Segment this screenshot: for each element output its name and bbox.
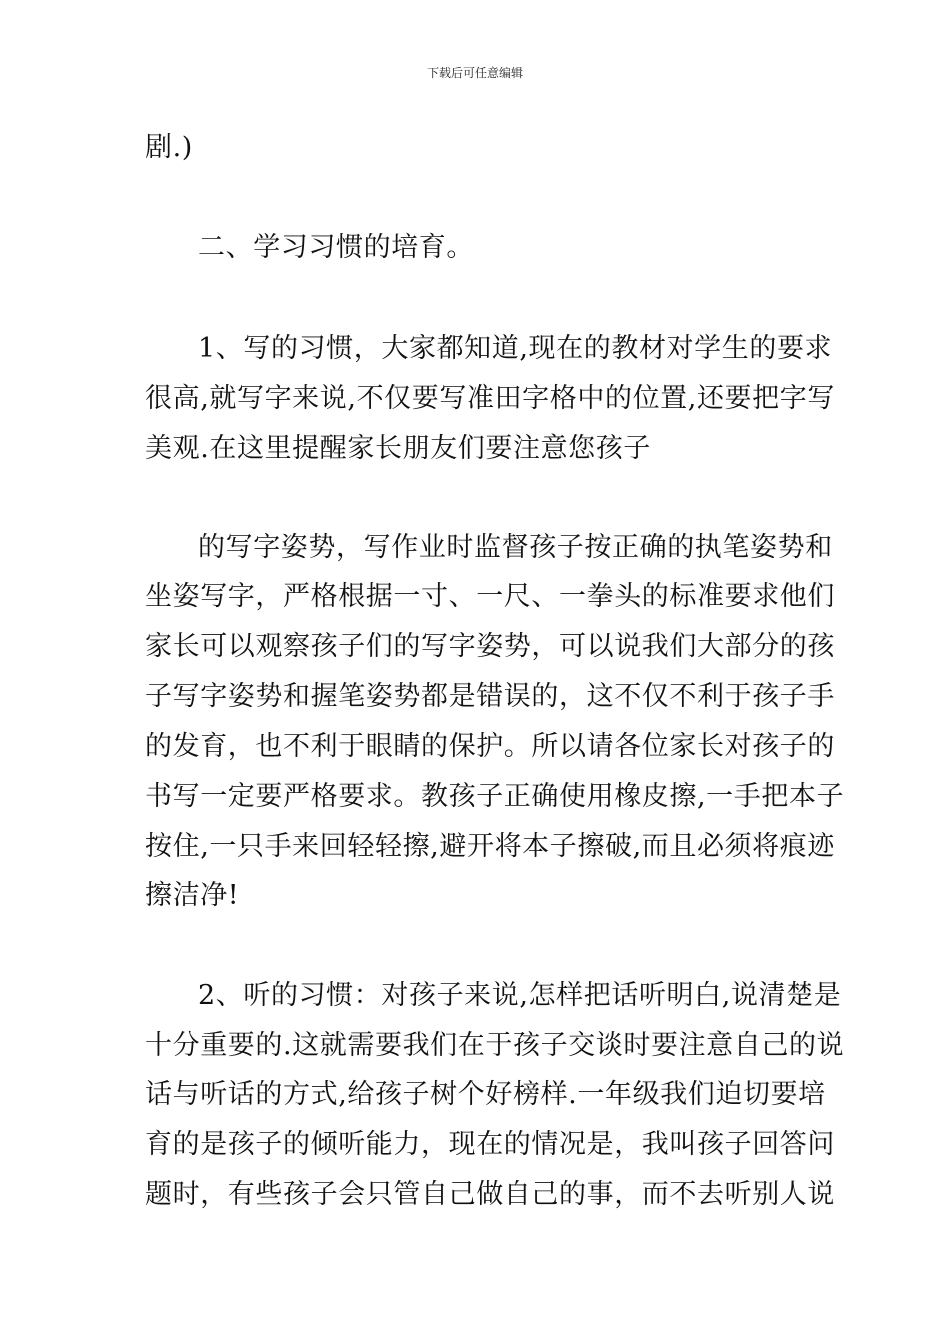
text-line: 书写一定要严格要求。教孩子正确使用橡皮擦,一手把本子 bbox=[145, 781, 845, 812]
text-line: 的发育，也不利于眼睛的保护。所以请各位家长对孩子的 bbox=[145, 731, 835, 762]
text-line: 剧.) bbox=[145, 132, 193, 163]
text-line: 育的是孩子的倾听能力，现在的情况是，我叫孩子回答问 bbox=[145, 1129, 835, 1160]
text-line: 擦洁净! bbox=[145, 880, 240, 911]
text-line: 的写字姿势，写作业时监督孩子按正确的执笔姿势和 bbox=[198, 532, 833, 563]
text-line: 家长可以观察孩子们的写字姿势，可以说我们大部分的孩 bbox=[145, 631, 835, 662]
text-line: 很高,就写字来说,不仅要写准田字格中的位置,还要把字写 bbox=[145, 383, 835, 414]
text-line: 美观.在这里提醒家长朋友们要注意您孩子 bbox=[145, 433, 651, 464]
page-header: 下载后可任意编辑 bbox=[426, 66, 523, 80]
text-line: 题时，有些孩子会只管自己做自己的事，而不去听别人说 bbox=[145, 1179, 835, 1210]
text-line: 十分重要的.这就需要我们在于孩子交谈时要注意自己的说 bbox=[145, 1030, 845, 1061]
text-line: 子写字姿势和握笔姿势都是错误的，这不仅不利于孩子手 bbox=[145, 681, 835, 712]
text-line: 话与听话的方式,给孩子树个好榜样.一年级我们迫切要培 bbox=[145, 1079, 826, 1110]
text-line: 2、听的习惯：对孩子来说,怎样把话听明白,说清楚是 bbox=[198, 980, 842, 1011]
section-heading: 二、学习习惯的培育。 bbox=[198, 232, 474, 263]
text-line: 按住,一只手来回轻轻擦,避开将本子擦破,而且必须将痕迹 bbox=[145, 831, 835, 862]
text-line: 坐姿写字，严格根据一寸、一尺、一拳头的标准要求他们 bbox=[145, 581, 835, 612]
text-line: 1、写的习惯，大家都知道,现在的教材对学生的要求 bbox=[198, 333, 833, 364]
